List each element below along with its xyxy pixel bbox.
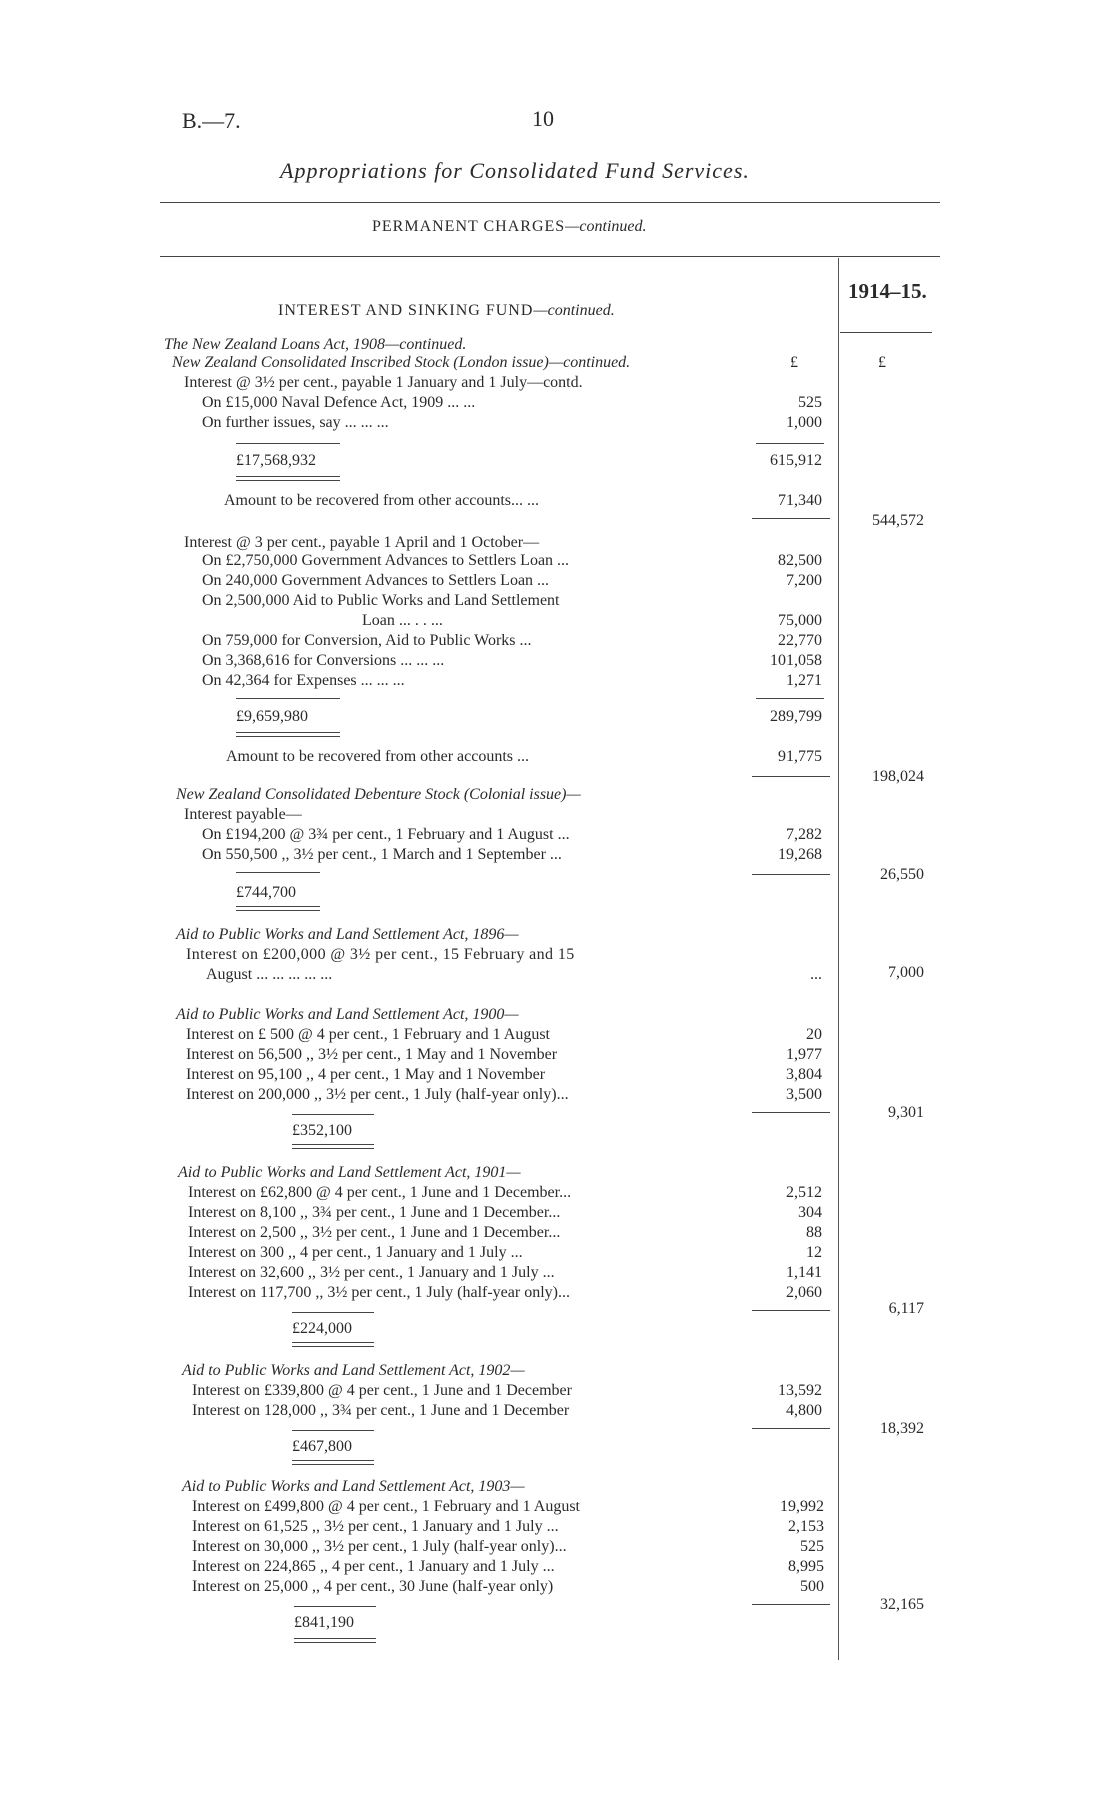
line-item: On 240,000 Government Advances to Settlers Loan ... bbox=[202, 572, 550, 589]
line-amount: 12 bbox=[806, 1244, 822, 1261]
net-rule bbox=[752, 1310, 830, 1311]
amount-pound-sign: £ bbox=[790, 354, 798, 371]
line-item: Interest on 200,000 ,, 3½ per cent., 1 July (half-year only)... bbox=[186, 1086, 569, 1103]
double-rule bbox=[292, 1144, 374, 1145]
double-rule bbox=[292, 1342, 374, 1343]
line-amount: 82,500 bbox=[778, 552, 822, 569]
act-heading: Aid to Public Works and Land Settlement Act, 1903— bbox=[182, 1478, 525, 1495]
double-rule bbox=[236, 736, 340, 737]
subtotal-rule bbox=[292, 1430, 374, 1431]
subtotal-rule bbox=[294, 1606, 376, 1607]
recovery-label: Amount to be recovered from other accounts... ... bbox=[224, 492, 540, 509]
act-heading: Aid to Public Works and Land Settlement Act, 1900— bbox=[176, 1006, 519, 1023]
double-rule bbox=[292, 1464, 374, 1465]
principal-total: £352,100 bbox=[292, 1122, 352, 1139]
line-item: On £15,000 Naval Defence Act, 1909 ... ... bbox=[202, 394, 476, 411]
document-ref: B.—7. bbox=[182, 108, 241, 133]
line-item: Interest on 95,100 ,, 4 per cent., 1 May and 1 November bbox=[186, 1066, 546, 1083]
line-item: Interest on £62,800 @ 4 per cent., 1 June and 1 December... bbox=[188, 1184, 572, 1201]
year-header-rule bbox=[840, 332, 932, 333]
double-rule bbox=[236, 732, 340, 733]
line-item: Interest on 8,100 ,, 3¾ per cent., 1 June and 1 December... bbox=[188, 1204, 561, 1221]
line-item: Interest on 2,500 ,, 3½ per cent., 1 June and 1 December... bbox=[188, 1224, 561, 1241]
line-item: On further issues, say ... ... ... bbox=[202, 414, 389, 431]
line-amount: 500 bbox=[800, 1578, 824, 1595]
line-item: Loan ... . . ... bbox=[362, 612, 443, 629]
subtitle bbox=[372, 218, 647, 236]
year-column-header: 1914–15. bbox=[848, 279, 927, 303]
interest-total: 615,912 bbox=[770, 452, 822, 469]
principal-total: £744,700 bbox=[236, 884, 296, 901]
double-rule bbox=[236, 910, 320, 911]
line-item: Interest on 56,500 ,, 3½ per cent., 1 May and 1 November bbox=[186, 1046, 558, 1063]
net-rule bbox=[752, 1604, 830, 1605]
subtotal-rule bbox=[292, 1114, 374, 1115]
line-amount: 19,992 bbox=[780, 1498, 824, 1515]
net-rule bbox=[752, 776, 830, 777]
act-heading: The New Zealand Loans Act, 1908—continued. bbox=[164, 336, 467, 353]
subtotal-rule bbox=[292, 1312, 374, 1313]
line-amount: 3,500 bbox=[786, 1086, 822, 1103]
principal-total: £9,659,980 bbox=[236, 708, 308, 725]
line-item: On 42,364 for Expenses ... ... ... bbox=[202, 672, 405, 689]
line-amount: 101,058 bbox=[770, 652, 822, 669]
line-amount: 1,271 bbox=[786, 672, 822, 689]
line-amount: 1,141 bbox=[786, 1264, 822, 1281]
line-amount: 2,060 bbox=[786, 1284, 822, 1301]
section-title bbox=[278, 302, 615, 320]
header-rule bbox=[160, 202, 940, 203]
subtotal-rule bbox=[236, 872, 320, 873]
net-amount: 26,550 bbox=[880, 866, 924, 883]
recovery-label: Amount to be recovered from other accounts ... bbox=[226, 748, 530, 765]
subtitle-rule bbox=[160, 256, 940, 257]
net-amount: 198,024 bbox=[872, 768, 924, 785]
line-amount: 2,512 bbox=[786, 1184, 822, 1201]
principal-total: £17,568,932 bbox=[236, 452, 316, 469]
recovery-amount: 71,340 bbox=[778, 492, 822, 509]
subtitle-cont: —continued. bbox=[565, 218, 647, 235]
line-amount: 304 bbox=[798, 1204, 822, 1221]
act-heading: Aid to Public Works and Land Settlement Act, 1902— bbox=[182, 1362, 525, 1379]
interest-heading: Interest @ 3½ per cent., payable 1 January and 1 July—contd. bbox=[184, 374, 583, 391]
line-amount: 4,800 bbox=[786, 1402, 822, 1419]
double-rule bbox=[236, 480, 340, 481]
line-amount: 525 bbox=[798, 394, 822, 411]
net-amount: 32,165 bbox=[880, 1596, 924, 1613]
net-amount: 6,117 bbox=[888, 1300, 924, 1317]
double-rule bbox=[236, 906, 320, 907]
line-amount: 20 bbox=[806, 1026, 822, 1043]
net-rule bbox=[752, 874, 830, 875]
double-rule bbox=[294, 1642, 376, 1643]
line-item: Interest on £339,800 @ 4 per cent., 1 June and 1 December bbox=[192, 1382, 572, 1399]
line-item: Interest on £499,800 @ 4 per cent., 1 February and 1 August bbox=[192, 1498, 580, 1515]
line-item: On £2,750,000 Government Advances to Settlers Loan ... bbox=[202, 552, 570, 569]
principal-total: £224,000 bbox=[292, 1320, 352, 1337]
line-item: On 2,500,000 Aid to Public Works and Land Settlement bbox=[202, 592, 560, 609]
line-item: Interest on 224,865 ,, 4 per cent., 1 January and 1 July ... bbox=[192, 1558, 555, 1575]
principal-total: £467,800 bbox=[292, 1438, 352, 1455]
line-amount: 88 bbox=[806, 1224, 822, 1241]
page-title: Appropriations for Consolidated Fund Services. bbox=[280, 158, 750, 183]
line-item: Interest on 300 ,, 4 per cent., 1 January and 1 July ... bbox=[188, 1244, 523, 1261]
net-amount: 544,572 bbox=[872, 512, 924, 529]
double-rule bbox=[292, 1460, 374, 1461]
stock-heading: New Zealand Consolidated Inscribed Stock (London issue)—continued. bbox=[172, 354, 631, 371]
column-divider bbox=[838, 258, 839, 1660]
act-heading: Aid to Public Works and Land Settlement Act, 1901— bbox=[178, 1164, 521, 1181]
line-amount: 2,153 bbox=[788, 1518, 824, 1535]
line-amount: 13,592 bbox=[778, 1382, 822, 1399]
page-number: 10 bbox=[532, 106, 554, 131]
net-rule bbox=[752, 1428, 830, 1429]
principal-total: £841,190 bbox=[294, 1614, 354, 1631]
double-rule bbox=[292, 1346, 374, 1347]
line-amount: 1,000 bbox=[786, 414, 822, 431]
interest-heading: Interest payable— bbox=[184, 806, 302, 823]
line-amount: ... bbox=[810, 966, 822, 983]
net-amount: 7,000 bbox=[888, 964, 924, 981]
subtotal-rule bbox=[236, 698, 340, 699]
line-amount: 7,200 bbox=[786, 572, 822, 589]
net-rule bbox=[752, 518, 830, 519]
line-item: On 3,368,616 for Conversions ... ... ... bbox=[202, 652, 445, 669]
subtitle-main: PERMANENT CHARGES bbox=[372, 218, 566, 235]
line-amount: 1,977 bbox=[786, 1046, 822, 1063]
net-rule bbox=[752, 1112, 830, 1113]
line-item: Interest on 25,000 ,, 4 per cent., 30 June (half-year only) bbox=[192, 1578, 554, 1595]
net-amount: 18,392 bbox=[880, 1420, 924, 1437]
subtotal-rule bbox=[756, 443, 824, 444]
line-amount: 525 bbox=[800, 1538, 824, 1555]
double-rule bbox=[236, 476, 340, 477]
section-title-cont: —continued. bbox=[533, 302, 615, 319]
line-amount: 22,770 bbox=[778, 632, 822, 649]
line-amount: 3,804 bbox=[786, 1066, 822, 1083]
subtotal-rule bbox=[756, 698, 824, 699]
line-item: Interest on 61,525 ,, 3½ per cent., 1 January and 1 July ... bbox=[192, 1518, 559, 1535]
line-amount: 75,000 bbox=[778, 612, 822, 629]
line-amount: 7,282 bbox=[786, 826, 822, 843]
interest-heading: Interest @ 3 per cent., payable 1 April and 1 October— bbox=[184, 534, 540, 551]
double-rule bbox=[294, 1638, 376, 1639]
net-amount: 9,301 bbox=[888, 1104, 924, 1121]
line-amount: 8,995 bbox=[788, 1558, 824, 1575]
line-item: Interest on 117,700 ,, 3½ per cent., 1 July (half-year only)... bbox=[188, 1284, 570, 1301]
line-item: Interest on 32,600 ,, 3½ per cent., 1 January and 1 July ... bbox=[188, 1264, 555, 1281]
section-title-main: INTEREST AND SINKING FUND bbox=[278, 302, 534, 319]
double-rule bbox=[292, 1148, 374, 1149]
line-item: Interest on £ 500 @ 4 per cent., 1 February and 1 August bbox=[186, 1026, 550, 1043]
stock-heading: New Zealand Consolidated Debenture Stock (Colonial issue)— bbox=[176, 786, 581, 803]
year-pound-sign: £ bbox=[878, 354, 886, 371]
recovery-amount: 91,775 bbox=[778, 748, 822, 765]
line-item: August ... ... ... ... ... bbox=[206, 966, 333, 983]
line-amount: 19,268 bbox=[778, 846, 822, 863]
subtotal-rule bbox=[236, 443, 340, 444]
line-item: Interest on 128,000 ,, 3¾ per cent., 1 June and 1 December bbox=[192, 1402, 570, 1419]
line-item: On 550,500 ,, 3½ per cent., 1 March and 1 September ... bbox=[202, 846, 562, 863]
act-heading: Aid to Public Works and Land Settlement Act, 1896— bbox=[176, 926, 519, 943]
line-item: Interest on £200,000 @ 3½ per cent., 15 February and 15 bbox=[186, 946, 575, 963]
line-item: On £194,200 @ 3¾ per cent., 1 February and 1 August ... bbox=[202, 826, 570, 843]
interest-total: 289,799 bbox=[770, 708, 822, 725]
line-item: On 759,000 for Conversion, Aid to Public Works ... bbox=[202, 632, 532, 649]
line-item: Interest on 30,000 ,, 3½ per cent., 1 July (half-year only)... bbox=[192, 1538, 567, 1555]
